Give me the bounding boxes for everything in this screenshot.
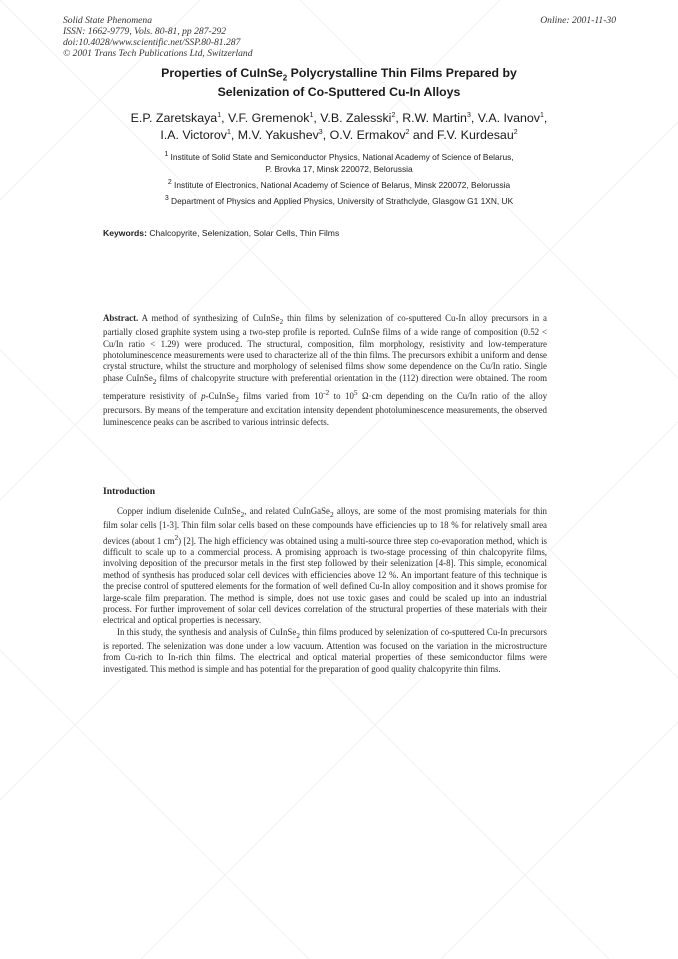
title-line-1: Properties of CuInSe$_2$ Polycrystalline Thin Films Prepared by: [161, 66, 517, 83]
copyright-line: © 2001 Trans Tech Publications Ltd, Switzerland: [63, 48, 253, 59]
abstract-label: Abstract.: [103, 313, 139, 323]
journal-header: [63, 15, 253, 59]
online-date: Online: 2001-11-30: [540, 15, 616, 26]
journal-name: Solid State Phenomena: [63, 15, 152, 26]
issn-line: ISSN: 1662-9779, Vols. 80-81, pp 287-292: [63, 26, 227, 37]
author-list: [60, 110, 618, 144]
doi-line: doi:10.4028/www.scientific.net/SSP.80-81.287: [63, 37, 241, 48]
abstract: Abstract. A method of synthesizing of CuInSe$_2$ thin films by selenization of co-sputtered Cu-In alloy precursors in a partially closed graphite system using a two-step profile is reported. CuInSe films of a wide range of composition (0.52 < Cu/In ratio < 1.29) were produced. The structural, composition, film morphology, resistivity and low-temperature photoluminescence measurements were used to characterize all of the thin films. The precursors exhibit a uniform and dense crystal structure, whilst the structure and morphology of selenised films show some dependence on the Cu/In ratio. Single phase CuInSe$_2$ films of chalcopyrite structure with preferential orientation in the (112) direction were obtained. The room temperature resistivity of p-CuInSe$_2$ films varied from $10^{-2}$ to $10^5$ Ω·cm depending on the Cu/In ratio of the alloy precursors. By means of the temperature and excitation intensity dependent photoluminescence measurements, the observed luminescence peaks can be ascribed to various intrinsic defects.: [103, 313, 548, 427]
keywords: Keywords: Chalcopyrite, Selenization, Solar Cells, Thin Films: [103, 228, 340, 238]
introduction-body: [103, 506, 547, 675]
intro-paragraph-2: In this study, the synthesis and analysis of CuInSe$_2$ thin films produced by selenization of co-sputtered Cu-In precursors is reported. The selenization was done under a low vacuum. Attention was focused on the variation in the microstructure from Cu-rich to In-rich thin films. The electrical and optical material properties of these semiconductor films were investigated. This method is simple and has potential for the preparation of good quality chalcopyrite thin films.: [103, 626, 548, 674]
affiliation-1: $^1$ Institute of Solid State and Semiconductor Physics, National Academy of Science of Belarus, P. Brovka 17, Minsk 220072, Belorussia: [164, 151, 514, 174]
introduction-heading: Introduction: [103, 486, 156, 497]
title-line-2: Selenization of Co-Sputtered Cu-In Alloys: [217, 85, 461, 100]
affiliation-2: $^2$ Institute of Electronics, National Academy of Science of Belarus, Minsk 220072, Belorussia: [167, 179, 511, 190]
intro-paragraph-1: Copper indium diselenide CuInSe$_2$, and related CuInGaSe$_2$ alloys, are some of the most promising materials for thin film solar cells [1-3]. Thin film solar cells based on these compounds have efficiencies up to 18 % for relatively small area devices (about 1 $cm^2$) [2]. The high efficiency was obtained using a multi-source three step co-evaporation method, which is difficult to scale up to a commercial process. A promising approach is two-stage processing of thin chalcopyrite films, involving deposition of the precursor metals in the first step followed by their selenization [4-8]. This simple, economical method of synthesis has produced solar cell devices with efficiencies above 12 %. An important feature of this technique is the precise control of sputtered elements for the formation of well defined Cu-In alloy composition and it shows promise for large-scale film preparation. The method is simple, does not use toxic gases and could be scaled up into an industrial process. For further improvement of solar cell devices correlation of the structural properties of these materials with their electrical and optical properties is necessary.: [103, 506, 547, 626]
affiliation-3: $^3$ Department of Physics and Applied Physics, University of Strathclyde, Glasgow G1 1XN, UK: [164, 195, 514, 206]
paper-title: [60, 66, 618, 100]
author-line-2: I.A. Victorov$^1$, M.V. Yakushev$^3$, O.V. Ermakov$^2$ and F.V. Kurdesau$^2$: [160, 128, 518, 142]
author-line-1: E.P. Zaretskaya$^1$, V.F. Gremenok$^1$, V.B. Zalesski$^2$, R.W. Martin$^3$, V.A. Ivanov$^1$,: [130, 111, 548, 125]
